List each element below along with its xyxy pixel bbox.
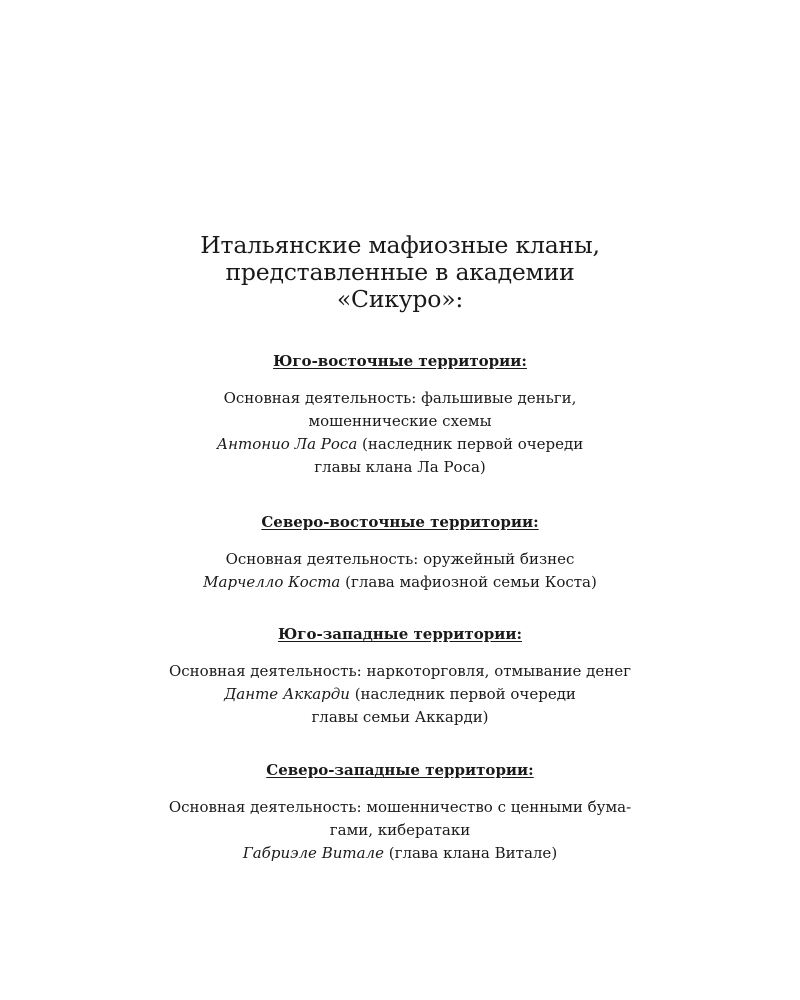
person-line	[0, 571, 800, 594]
person-note-line: главы клана Ла Роса)	[314, 458, 486, 476]
title-line: «Сикуро»:	[336, 285, 464, 313]
person-line	[0, 433, 800, 456]
person-line	[0, 683, 800, 706]
section-northeast	[0, 512, 800, 594]
title-line: представленные в академии	[225, 258, 575, 286]
title-line: Итальянские мафиозные кланы,	[200, 231, 600, 259]
page-title	[0, 232, 800, 313]
section-southeast	[0, 351, 800, 479]
person-note: (глава мафиозной семьи Коста)	[340, 573, 597, 591]
section-heading: Юго-западные территории:	[277, 625, 522, 643]
person-name: Габриэле Витале	[242, 844, 384, 862]
person-name: Антонио Ла Роса	[216, 435, 358, 453]
person-note: (наследник первой очереди	[357, 435, 584, 453]
person-name: Марчелло Коста	[203, 573, 341, 591]
activity-line: Основная деятельность: мошенничество с ценными бума-	[168, 798, 632, 816]
activity-line: Основная деятельность: наркоторговля, отмывание денег	[168, 662, 632, 680]
person-note: (наследник первой очереди	[349, 685, 576, 703]
person-note: (глава клана Витале)	[383, 844, 558, 862]
section-southwest	[0, 624, 800, 729]
activity-line: мошеннические схемы	[308, 412, 492, 430]
section-northwest	[0, 760, 800, 865]
activity-line: Основная деятельность: фальшивые деньги,	[223, 389, 577, 407]
activity-line: гами, кибератаки	[329, 821, 471, 839]
person-name: Данте Аккарди	[224, 685, 350, 703]
activity-line: Основная деятельность: оружейный бизнес	[225, 550, 575, 568]
section-heading: Северо-западные территории:	[266, 761, 534, 779]
person-note-line: главы семьи Аккарди)	[311, 708, 489, 726]
person-line	[0, 842, 800, 865]
section-heading: Северо-восточные территории:	[261, 513, 539, 531]
section-heading: Юго-восточные территории:	[273, 352, 527, 370]
